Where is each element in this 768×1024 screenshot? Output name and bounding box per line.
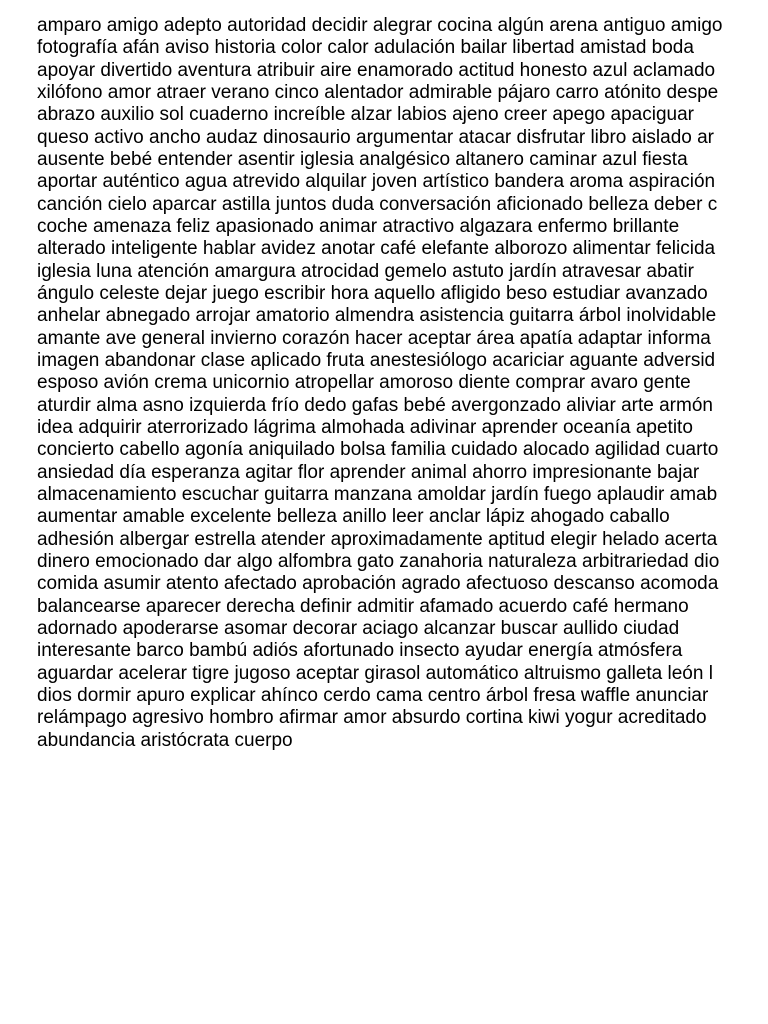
text-line-29: interesante barco bambú adiós afortunado insecto ayudar energía atmósfera: [37, 640, 683, 662]
text-line-23: aumentar amable excelente belleza anillo leer anclar lápiz ahogado caballo: [37, 506, 670, 528]
text-line-13: ángulo celeste dejar juego escribir hora aquello afligido beso estudiar avanzado: [37, 282, 708, 304]
text-body: [37, 15, 768, 752]
text-line-20: concierto cabello agonía aniquilado bolsa familia cuidado alocado agilidad cuarto: [37, 439, 719, 461]
text-line-19: idea adquirir aterrorizado lágrima almohada adivinar aprender oceanía apetito: [37, 416, 693, 438]
text-line-33: abundancia aristócrata cuerpo: [37, 729, 293, 751]
text-line-22: almacenamiento escuchar guitarra manzana amoldar jardín fuego aplaudir amab: [37, 483, 718, 505]
text-line-28: adornado apoderarse asomar decorar aciago alcanzar buscar aullido ciudad: [37, 617, 680, 639]
text-line-10: coche amenaza feliz apasionado animar atractivo algazara enfermo brillante: [37, 215, 680, 237]
text-line-27: balancearse aparecer derecha definir admitir afamado acuerdo café hermano: [37, 595, 689, 617]
text-line-24: adhesión albergar estrella atender aproximadamente aptitud elegir helado acerta: [37, 528, 718, 550]
text-line-5: abrazo auxilio sol cuaderno increíble alzar labios ajeno creer apego apaciguar: [37, 104, 694, 126]
text-line-6: queso activo ancho audaz dinosaurio argumentar atacar disfrutar libro aislado ar: [37, 126, 715, 148]
text-line-17: esposo avión crema unicornio atropellar amoroso diente comprar avaro gente: [37, 372, 691, 394]
text-line-15: amante ave general invierno corazón hacer aceptar área apatía adaptar informa: [37, 327, 711, 349]
text-line-4: xilófono amor atraer verano cinco alentador admirable pájaro carro atónito despe: [37, 81, 719, 103]
text-line-16: imagen abandonar clase aplicado fruta anestesiólogo acariciar aguante adversid: [37, 349, 716, 371]
text-line-9: canción cielo aparcar astilla juntos duda conversación aficionado belleza deber c: [37, 193, 718, 215]
text-line-30: aguardar acelerar tigre jugoso aceptar girasol automático altruismo galleta león l: [37, 662, 713, 684]
text-line-32: relámpago agresivo hombro afirmar amor absurdo cortina kiwi yogur acreditado: [37, 707, 707, 729]
text-line-8: aportar auténtico agua atrevido alquilar joven artístico bandera aroma aspiración: [37, 171, 716, 193]
text-line-2: fotografía afán aviso historia color calor adulación bailar libertad amistad boda: [37, 37, 694, 59]
text-line-21: ansiedad día esperanza agitar flor aprender animal ahorro impresionante bajar: [37, 461, 700, 483]
text-line-7: ausente bebé entender asentir iglesia analgésico altanero caminar azul fiesta: [37, 148, 688, 170]
text-line-26: comida asumir atento afectado aprobación agrado afectuoso descanso acomoda: [37, 573, 719, 595]
text-line-25: dinero emocionado dar algo alfombra gato zanahoria naturaleza arbitrariedad dio: [37, 550, 720, 572]
text-line-3: apoyar divertido aventura atribuir aire enamorado actitud honesto azul aclamado: [37, 59, 716, 81]
text-line-18: aturdir alma asno izquierda frío dedo gafas bebé avergonzado aliviar arte armón: [37, 394, 713, 416]
text-line-31: dios dormir apuro explicar ahínco cerdo cama centro árbol fresa waffle anunciar: [37, 684, 709, 706]
text-line-11: alterado inteligente hablar avidez anotar café elefante alborozo alimentar felicida: [37, 238, 716, 260]
text-line-12: iglesia luna atención amargura atrocidad gemelo astuto jardín atravesar abatir: [37, 260, 694, 282]
text-line-14: anhelar abnegado arrojar amatorio almendra asistencia guitarra árbol inolvidable: [37, 305, 717, 327]
text-line-1: amparo amigo adepto autoridad decidir alegrar cocina algún arena antiguo amigo: [37, 15, 723, 36]
